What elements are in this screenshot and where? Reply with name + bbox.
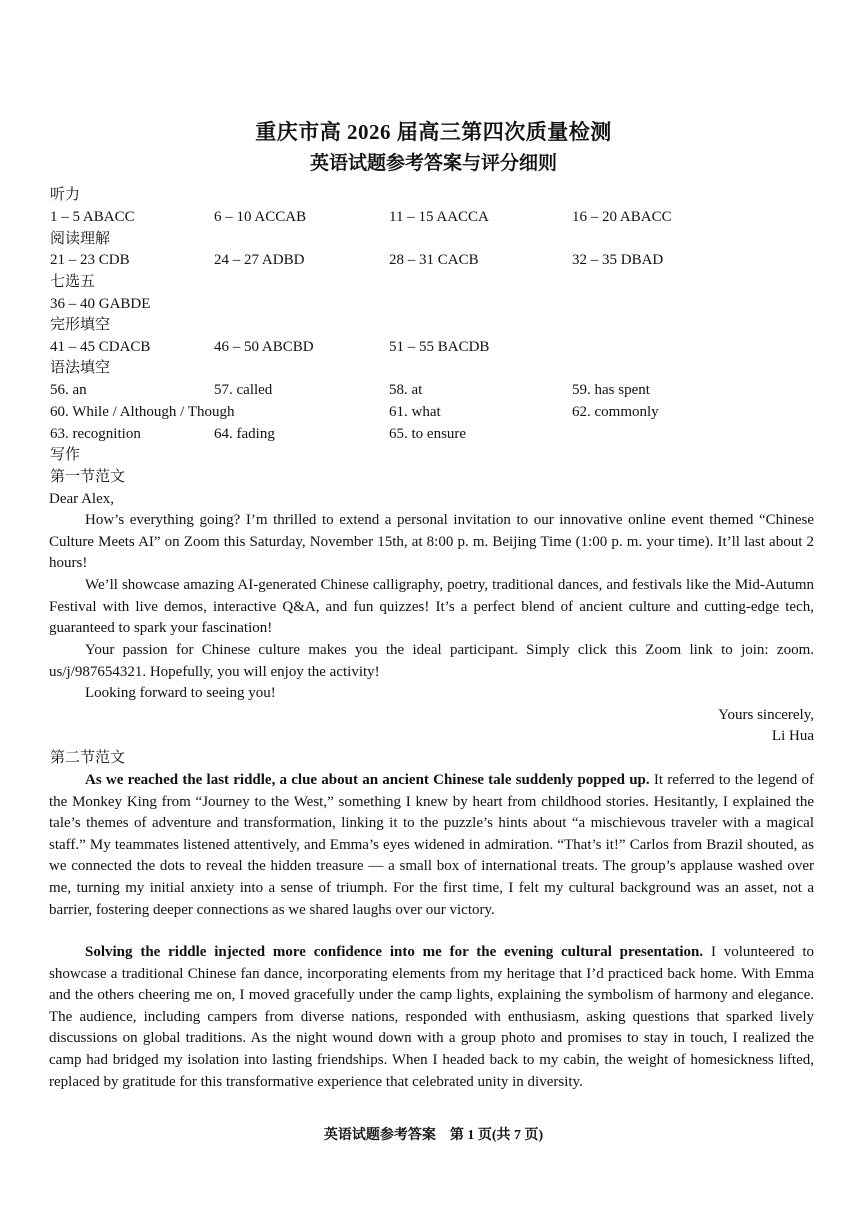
- grammar-answer: 61. what: [389, 404, 441, 420]
- section-heading-writing: 写作: [50, 447, 81, 463]
- writing-part2-heading: 第二节范文: [50, 750, 126, 766]
- answer-group: 24 – 27 ADBD: [214, 252, 305, 268]
- answer-group: 32 – 35 DBAD: [572, 252, 664, 268]
- letter-closing: Yours sincerely,: [718, 707, 814, 723]
- page-footer: 英语试题参考答案 第 1 页(共 7 页): [323, 1128, 544, 1143]
- answer-group: 21 – 23 CDB: [50, 252, 130, 268]
- essay-opening-sentence: As we reached the last riddle, a clue about an ancient Chinese tale suddenly popped up.: [85, 772, 650, 788]
- answer-group: 6 – 10 ACCAB: [214, 209, 307, 225]
- grammar-answer: 58. at: [389, 382, 423, 398]
- section-heading-seven-five: 七选五: [50, 274, 96, 290]
- essay-paragraph-text: I volunteered to showcase a traditional Chinese fan dance, incorporating elements from my heritage that I’d practiced back home. With Emma and the others cheering me on, I moved gracefully under the camp lights, explaining the symbolism of harmony and elegance. The audience, including campers from diverse nations, responded with enthusiasm, asking questions that sparked lively discussions on global traditions. As the night wound down with a group photo and promises to stay in touch, I realized the camp had bridged my isolation into lasting friendships. When I headed back to my cabin, the weight of homesickness lifted, replaced by gratitude for this transformative experience that celebrated unity in diversity.: [49, 944, 815, 1090]
- grammar-answer: 59. has spent: [572, 382, 650, 398]
- answer-group: 41 – 45 CDACB: [50, 339, 151, 355]
- grammar-answer: 56. an: [50, 382, 87, 398]
- section-heading-cloze: 完形填空: [50, 317, 111, 333]
- grammar-answer: 63. recognition: [50, 426, 141, 442]
- letter-signature: Li Hua: [771, 728, 814, 744]
- grammar-answer: 62. commonly: [572, 404, 659, 420]
- answer-group: 28 – 31 CACB: [389, 252, 479, 268]
- letter-paragraph: We’ll showcase amazing AI-generated Chinese calligraphy, poetry, traditional dances, and festivals like the Mid-Autumn Festival with live demos, interactive Q&A, and fun quizzes! It’s a perfect blend of ancient culture and cutting-edge tech, guaranteed to spark your fascination!: [49, 577, 814, 637]
- grammar-answer: 57. called: [214, 382, 273, 398]
- page-subtitle: 英语试题参考答案与评分细则: [309, 153, 557, 174]
- answer-group: 16 – 20 ABACC: [572, 209, 672, 225]
- essay-paragraph: [49, 942, 814, 1093]
- writing-part1-heading: 第一节范文: [50, 469, 126, 485]
- answer-group: 51 – 55 BACDB: [389, 339, 490, 355]
- answer-group: 36 – 40 GABDE: [50, 296, 151, 312]
- page-title: 重庆市高 2026 届高三第四次质量检测: [255, 120, 612, 144]
- letter-greeting: Dear Alex,: [49, 491, 114, 507]
- answer-group: 46 – 50 ABCBD: [214, 339, 314, 355]
- section-heading-reading: 阅读理解: [50, 231, 111, 247]
- letter-paragraph: How’s everything going? I’m thrilled to extend a personal invitation to our innovative online event themed “Chinese Culture Meets AI” on Zoom this Saturday, November 15th, at 8:00 p. m. Beijing Time (1:00 p. m. your time). It’ll last about 2 hours!: [49, 512, 814, 572]
- answer-group: 11 – 15 AACCA: [389, 209, 489, 225]
- answer-group: 1 – 5 ABACC: [50, 209, 135, 225]
- section-heading-listening: 听力: [50, 187, 81, 203]
- essay-paragraph: [49, 770, 814, 921]
- letter-paragraph: Your passion for Chinese culture makes you the ideal participant. Simply click this Zoom link to join: zoom. us/j/987654321. Hopefully, you will enjoy the activity!: [49, 642, 814, 680]
- essay-paragraph-text: It referred to the legend of the Monkey King from “Journey to the West,” something I knew by heart from childhood stories. Hesitantly, I explained the tale’s themes of adventure and transformation, linking it to the puzzle’s hints about “a mischievous traveler with a magical staff.” My teammates listened attentively, and Emma’s eyes widened in admiration. “That’s it!” Carlos from Brazil shouted, as we connected the dots to reveal the hidden treasure — a small box of international treats. The group’s applause washed over me, turning my initial anxiety into a sense of triumph. For the first time, I felt my cultural background was an asset, not a barrier, fostering deeper connections as we shared laughs over our victory.: [49, 772, 814, 918]
- grammar-answer: 64. fading: [214, 426, 275, 442]
- grammar-answer: 65. to ensure: [389, 426, 467, 442]
- grammar-answer: 60. While / Although / Though: [50, 404, 235, 420]
- section-heading-grammar: 语法填空: [50, 360, 111, 376]
- letter-paragraph: Looking forward to seeing you!: [85, 685, 276, 701]
- essay-opening-sentence: Solving the riddle injected more confidence into me for the evening cultural presentation.: [85, 944, 704, 960]
